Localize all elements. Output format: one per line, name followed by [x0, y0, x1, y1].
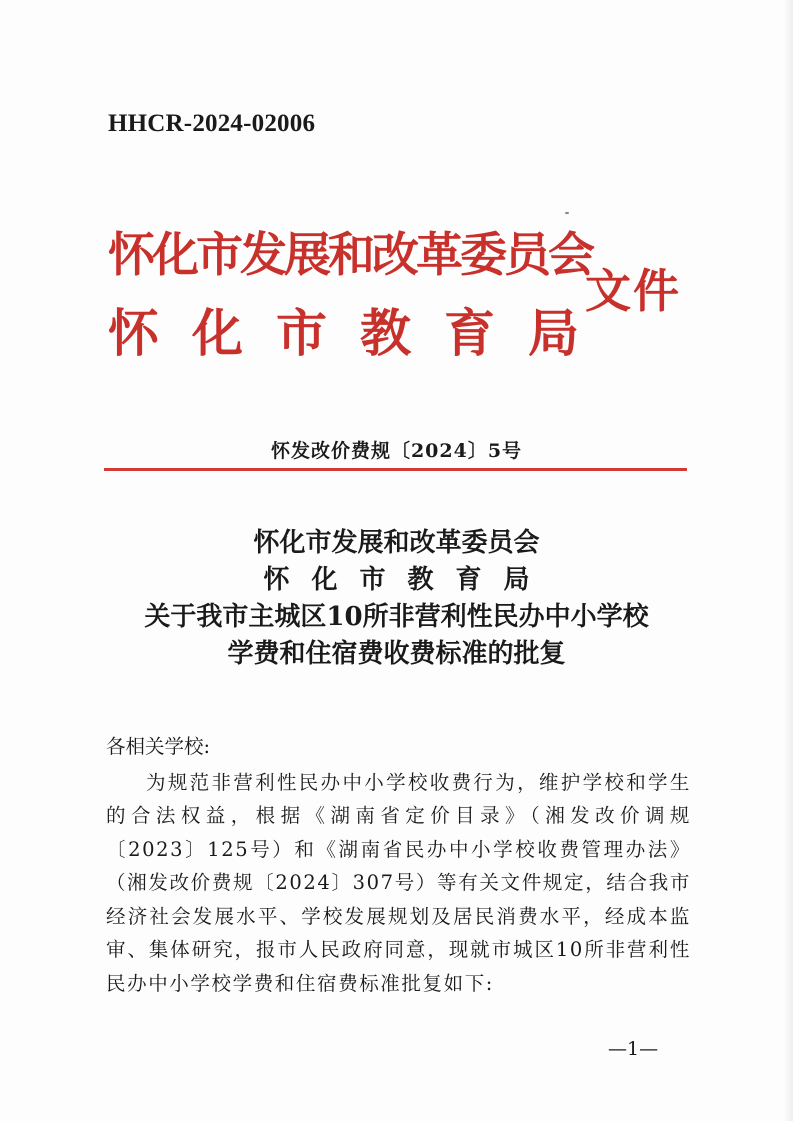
page-number: —1—	[608, 1038, 659, 1060]
body-paragraph-1: 为规范非营利性民办中小学校收费行为，维护学校和学生的合法权益，根据《湖南省定价目录》（湘发改价调规〔2023〕125号）和《湖南省民办中小学校收费管理办法》（湘发改价费规〔2024〕307号）等有关文件规定，结合我市经济社会发展水平、学校发展规划及居民消费水平，经成本监审、集体研究，报市人民政府同意，现就市城区10所非营利性民办中小学校学费和住宿费标准批复如下:	[106, 770, 691, 995]
issuer-name-ndrc: 怀化市发展和改革委员会	[108, 228, 592, 283]
red-divider-line	[104, 468, 687, 471]
title-line-3: 关于我市主城区10所非营利性民办中小学校	[144, 602, 649, 632]
scan-speck	[565, 212, 569, 214]
document-body	[106, 730, 691, 1000]
document-number: 怀发改价费规〔2024〕5号	[270, 440, 523, 462]
title-line-2: 怀化市教育局	[263, 565, 552, 595]
document-code: HHCR-2024-02006	[108, 110, 316, 137]
salutation: 各相关学校:	[106, 735, 211, 758]
issuer-suffix-wenjian: 文件	[585, 264, 681, 318]
document-title	[0, 525, 793, 673]
title-line-4: 学费和住宿费收费标准的批复	[227, 639, 566, 669]
title-line-1: 怀化市发展和改革委员会	[253, 528, 540, 558]
issuer-name-education-bureau: 怀化市教育局	[108, 304, 613, 364]
